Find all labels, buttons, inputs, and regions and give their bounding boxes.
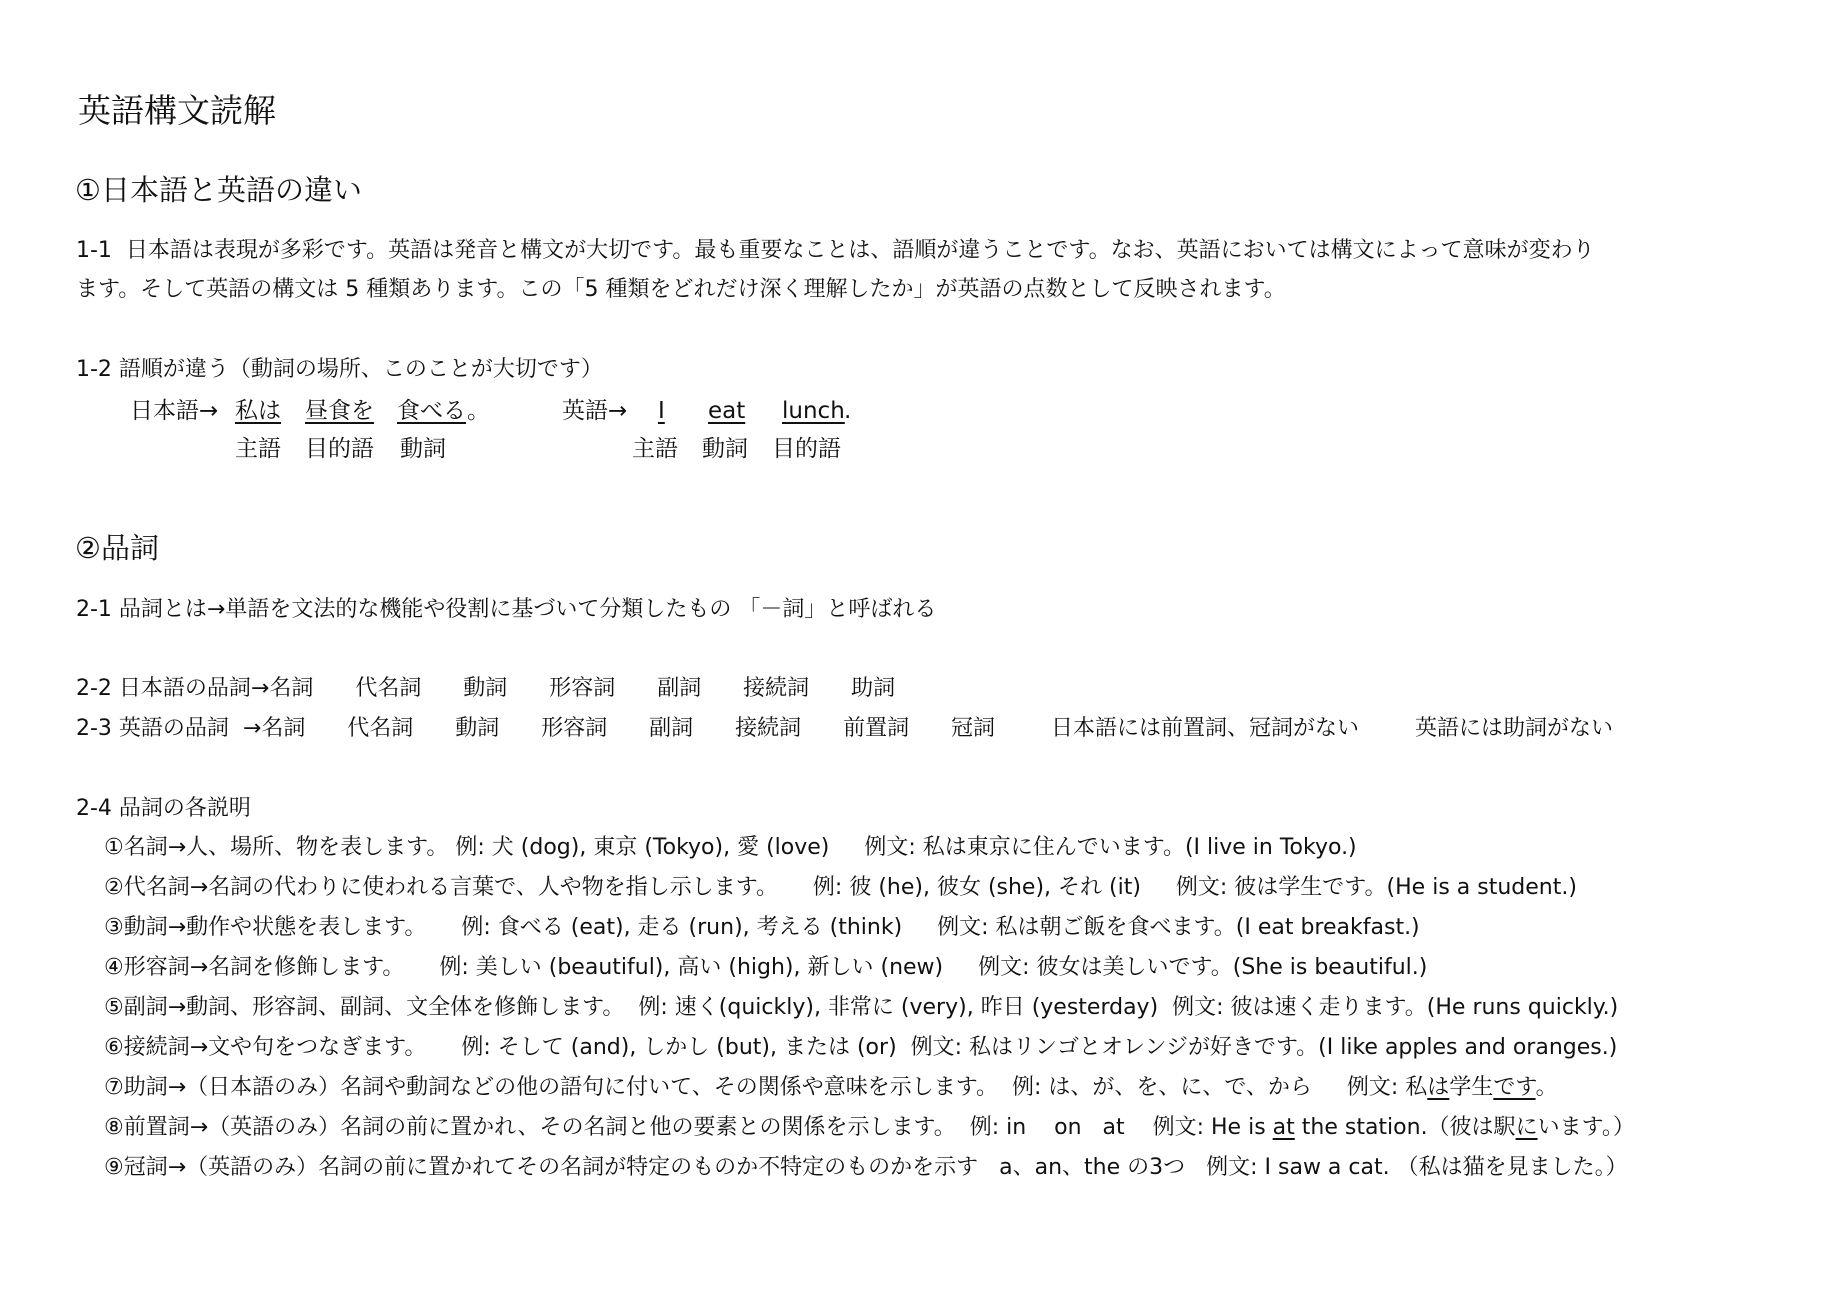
preposition-text-station: the station.（彼は駅 bbox=[1294, 1115, 1516, 1140]
word-order-example-row bbox=[130, 398, 880, 428]
paragraph-2-4-heading: 2-4 品詞の各説明 bbox=[76, 796, 251, 821]
particle-text-end: 。 bbox=[1535, 1075, 1558, 1100]
english-role-object: 目的語 bbox=[772, 436, 841, 462]
japanese-object-word: 昼食を bbox=[305, 398, 374, 424]
japanese-role-object: 目的語 bbox=[305, 436, 374, 462]
japanese-period: 。 bbox=[467, 398, 490, 424]
japanese-role-subject: 主語 bbox=[235, 436, 281, 462]
section-1-heading: ①日本語と英語の違い bbox=[75, 173, 362, 207]
preposition-underlined-ni: に bbox=[1515, 1115, 1538, 1140]
list-item-conjunction: ⑥接続詞→文や句をつなぎます。 例: そして (and), しかし (but), または (or) 例文: 私はリンゴとオレンジが好きです。(I like apples and oranges.) bbox=[104, 1035, 1618, 1060]
english-period: . bbox=[844, 398, 852, 424]
particle-underlined-wa: は bbox=[1427, 1075, 1450, 1100]
particle-underlined-desu: です bbox=[1493, 1075, 1536, 1100]
paragraph-2-1: 2-1 品詞とは→単語を文法的な機能や役割に基づいて分類したもの 「－詞」と呼ばれる bbox=[76, 597, 937, 622]
list-item-article: ⑨冠詞→（英語のみ）名詞の前に置かれてその名詞が特定のものか不特定のものかを示す a、an、the の3つ 例文: I saw a cat. （私は猫を見ました。） bbox=[104, 1155, 1628, 1180]
english-label: 英語→ bbox=[562, 398, 628, 424]
word-role-row bbox=[130, 436, 880, 466]
list-item-verb: ③動詞→動作や状態を表します。 例: 食べる (eat), 走る (run), 考える (think) 例文: 私は朝ご飯を食べます。(I eat breakfast.) bbox=[104, 915, 1420, 940]
list-item-pronoun: ②代名詞→名詞の代わりに使われる言葉で、人や物を指し示します。 例: 彼 (he), 彼女 (she), それ (it) 例文: 彼は学生です。(He is a student.) bbox=[104, 875, 1577, 900]
list-item-preposition bbox=[104, 1115, 1635, 1140]
paragraph-2-3: 2-3 英語の品詞 →名詞 代名詞 動詞 形容詞 副詞 接続詞 前置詞 冠詞 日本語には前置詞、冠詞がない 英語には助詞がない bbox=[76, 716, 1613, 741]
paragraph-1-1-line-2: ます。そして英語の構文は 5 種類あります。この「5 種類をどれだけ深く理解したか」が英語の点数として反映されます。 bbox=[76, 277, 1286, 302]
paragraph-2-2: 2-2 日本語の品詞→名詞 代名詞 動詞 形容詞 副詞 接続詞 助詞 bbox=[76, 676, 896, 701]
list-item-adverb: ⑤副詞→動詞、形容詞、副詞、文全体を修飾します。 例: 速く(quickly), 非常に (very), 昨日 (yesterday) 例文: 彼は速く走ります。(He runs quickly.) bbox=[104, 995, 1619, 1020]
paragraph-1-2-heading: 1-2 語順が違う（動詞の場所、このことが大切です） bbox=[76, 357, 603, 382]
page-title: 英語構文読解 bbox=[78, 91, 276, 130]
section-2-heading: ②品詞 bbox=[75, 531, 159, 565]
preposition-underlined-at: at bbox=[1272, 1115, 1295, 1140]
english-role-subject: 主語 bbox=[632, 436, 678, 462]
japanese-verb-word: 食べる bbox=[397, 398, 466, 424]
english-verb-word: eat bbox=[708, 398, 746, 424]
japanese-role-verb: 動詞 bbox=[400, 436, 446, 462]
english-role-verb: 動詞 bbox=[702, 436, 748, 462]
particle-text: ⑦助詞→（日本語のみ）名詞や動詞などの他の語句に付いて、その関係や意味を示します。 例: は、が、を、に、で、から 例文: 私 bbox=[104, 1075, 1428, 1100]
preposition-text-end: います。） bbox=[1537, 1115, 1635, 1140]
list-item-adjective: ④形容詞→名詞を修飾します。 例: 美しい (beautiful), 高い (high), 新しい (new) 例文: 彼女は美しいです。(She is beautiful.) bbox=[104, 955, 1428, 980]
preposition-text: ⑧前置詞→（英語のみ）名詞の前に置かれ、その名詞と他の要素との関係を示します。 例: in on at 例文: He is bbox=[104, 1115, 1273, 1140]
list-item-particle bbox=[104, 1075, 1558, 1100]
particle-text-student: 学生 bbox=[1449, 1075, 1494, 1100]
japanese-subject-word: 私は bbox=[235, 398, 281, 424]
list-item-noun: ①名詞→人、場所、物を表します。 例: 犬 (dog), 東京 (Tokyo), 愛 (love) 例文: 私は東京に住んでいます。(I live in Tokyo.) bbox=[104, 835, 1357, 860]
paragraph-1-1-line-1: 1-1 日本語は表現が多彩です。英語は発音と構文が大切です。最も重要なことは、語順が違うことです。なお、英語においては構文によって意味が変わり bbox=[76, 238, 1595, 263]
japanese-label: 日本語→ bbox=[130, 398, 219, 424]
english-subject-word: I bbox=[658, 398, 665, 424]
english-object-word: lunch bbox=[782, 398, 845, 424]
